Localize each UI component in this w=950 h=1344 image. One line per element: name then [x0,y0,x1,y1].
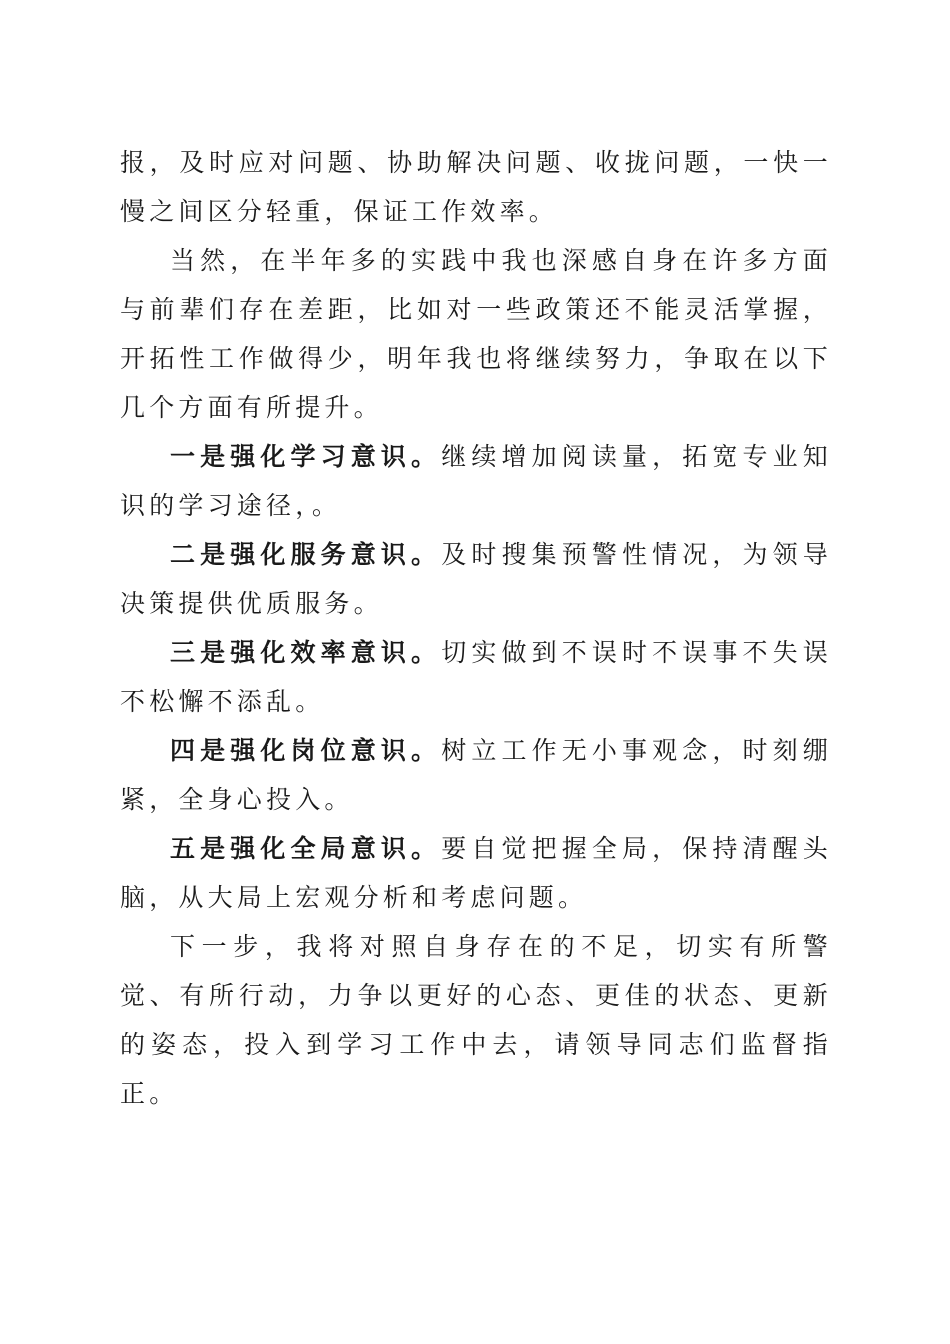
paragraph-text: 继续增加阅读量，拓宽专业知识的学习途径，。 [120,442,832,520]
paragraph-lead: 三是强化效率意识。 [170,638,442,667]
paragraph-continuation [120,138,832,236]
paragraph-learning-awareness [120,432,832,530]
paragraph-text: 要自觉把握全局，保持清醒头脑，从大局上宏观分析和考虑问题。 [120,834,832,912]
document-body [120,138,832,1118]
paragraph-efficiency-awareness [120,628,832,726]
paragraph-service-awareness [120,530,832,628]
paragraph-overall-awareness [120,824,832,922]
paragraph-shortcomings [120,236,832,432]
paragraph-lead: 二是强化服务意识。 [170,540,442,569]
paragraph-lead: 五是强化全局意识。 [170,834,442,863]
paragraph-text: 树立工作无小事观念，时刻绷紧，全身心投入。 [120,736,832,814]
paragraph-text: 及时搜集预警性情况，为领导决策提供优质服务。 [120,540,832,618]
paragraph-post-awareness [120,726,832,824]
paragraph-text: 切实做到不误时不误事不失误不松懈不添乱。 [120,638,832,716]
paragraph-lead: 四是强化岗位意识。 [170,736,442,765]
paragraph-text: 当然，在半年多的实践中我也深感自身在许多方面与前辈们存在差距，比如对一些政策还不能灵活掌握，开拓性工作做得少，明年我也将继续努力，争取在以下几个方面有所提升。 [120,246,832,422]
paragraph-lead: 一是强化学习意识。 [170,442,442,471]
paragraph-next-step [120,922,832,1118]
paragraph-text: 报，及时应对问题、协助解决问题、收拢问题，一快一慢之间区分轻重，保证工作效率。 [120,148,832,226]
paragraph-text: 下一步，我将对照自身存在的不足，切实有所警觉、有所行动，力争以更好的心态、更佳的状态、更新的姿态，投入到学习工作中去，请领导同志们监督指正。 [120,932,832,1108]
